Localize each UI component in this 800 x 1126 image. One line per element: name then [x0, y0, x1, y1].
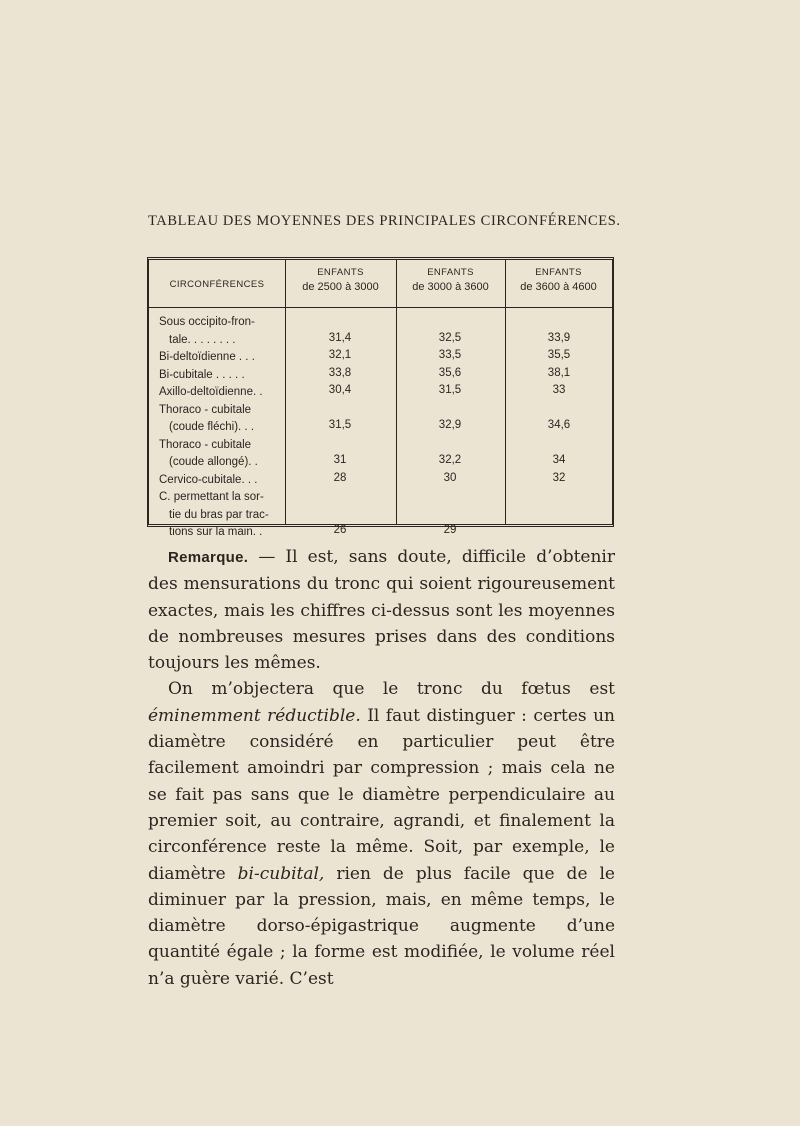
row-label: Sous occipito-fron-	[159, 316, 255, 328]
table-cell: 26	[333, 524, 347, 536]
row-label: Cervico-cubitale. . .	[159, 473, 258, 486]
table-cell: 29	[443, 524, 457, 536]
table-cell: 35,5	[547, 349, 571, 361]
row-label: tie du bras par trac-	[169, 508, 269, 521]
table-cell: 33,8	[328, 366, 352, 379]
emphasis-reductible: éminemment réductible.	[148, 705, 361, 726]
header-col-3-sub: de 3600 à 4600	[520, 281, 597, 293]
header-col-2	[396, 266, 505, 294]
row-label: tions sur la main. .	[169, 526, 263, 538]
table-cell: 31,5	[438, 384, 462, 396]
table-cell: 33,9	[547, 331, 571, 344]
column-divider	[396, 260, 397, 524]
paragraph-2-text-a: On m’objectera que le tronc du fœtus est	[168, 679, 615, 700]
row-label: (coude allongé). .	[169, 456, 258, 468]
row-label: (coude fléchi). . .	[169, 421, 255, 433]
column-divider	[505, 260, 506, 524]
table-cell: 32,1	[328, 349, 352, 361]
table-cell: 34	[552, 454, 566, 466]
row-label: Axillo-deltoïdienne. .	[159, 386, 263, 398]
table-cell: 32,9	[438, 419, 462, 431]
row-label: Thoraco - cubitale	[159, 438, 252, 451]
header-col-2-cap: ENFANTS	[427, 267, 474, 278]
header-col-2-sub: de 3000 à 3600	[412, 281, 489, 293]
table-cell: 34,6	[547, 419, 571, 431]
table-cell: 30	[443, 471, 457, 484]
paragraph-1-text: — Il est, sans doute, difficile d’obtenir des mensurations du tronc qui soient rigoureusement exactes, mais les chiffres ci-dessus sont les moyennes de nombreuses mesures prises dans des conditions toujours les mêmes.	[148, 547, 615, 674]
table-cell: 32,5	[438, 331, 462, 344]
emphasis-bi-cubital: bi-cubital,	[237, 863, 325, 884]
row-label: tale. . . . . . . .	[169, 333, 236, 346]
circumference-table	[147, 257, 614, 538]
row-label: Bi-cubitale . . . . .	[159, 368, 245, 381]
table-cell: 31	[333, 454, 347, 466]
table-cell: 33	[552, 384, 566, 396]
header-circonferences: CIRCONFÉRENCES	[169, 279, 265, 290]
table-cell: 28	[333, 471, 347, 484]
row-label: Bi-deltoïdienne . . .	[159, 351, 255, 363]
paragraph-2-text-c: rien de plus facile que de le diminuer par la pression, mais, en même temps, le diamètre dorso-épigastrique augmente d’une quantité égale ; la forme est modifiée, le volume réel n’a guère varié. C’est	[148, 863, 615, 989]
table-title: TABLEAU DES MOYENNES DES PRINCIPALES CIRCONFÉRENCES.	[148, 213, 621, 229]
table-cell: 33,5	[438, 349, 462, 361]
row-label: C. permettant la sor-	[159, 491, 264, 503]
table-cell: 31,5	[328, 419, 352, 431]
header-col-3	[505, 266, 612, 294]
header-col-1-sub: de 2500 à 3000	[302, 281, 379, 293]
paragraph-2-text-b: Il faut distinguer : certes un diamètre considéré en particulier peut être facilement amoindri par compression ; mais cela ne se fait pas sans que le diamètre perpendiculaire au premier soit, au contraire, agrandi, et finalement la circonférence reste la même. Soit, par exemple, le diamètre	[148, 705, 616, 884]
table-cell: 35,6	[438, 366, 462, 379]
table-cell: 32	[552, 471, 566, 484]
table-cell: 30,4	[328, 384, 352, 396]
table-cell: 31,4	[328, 331, 352, 344]
header-col-1	[285, 266, 396, 294]
body-text	[148, 544, 615, 992]
header-divider	[149, 307, 612, 308]
table-cell: 38,1	[547, 366, 571, 379]
remark-label: Remarque.	[168, 549, 249, 566]
header-col-3-cap: ENFANTS	[535, 267, 582, 278]
table-cell: 32,2	[438, 454, 462, 466]
paragraph-2	[148, 676, 615, 992]
paragraph-1	[148, 544, 615, 676]
header-col-1-cap: ENFANTS	[317, 267, 364, 278]
row-label: Thoraco - cubitale	[159, 403, 252, 416]
